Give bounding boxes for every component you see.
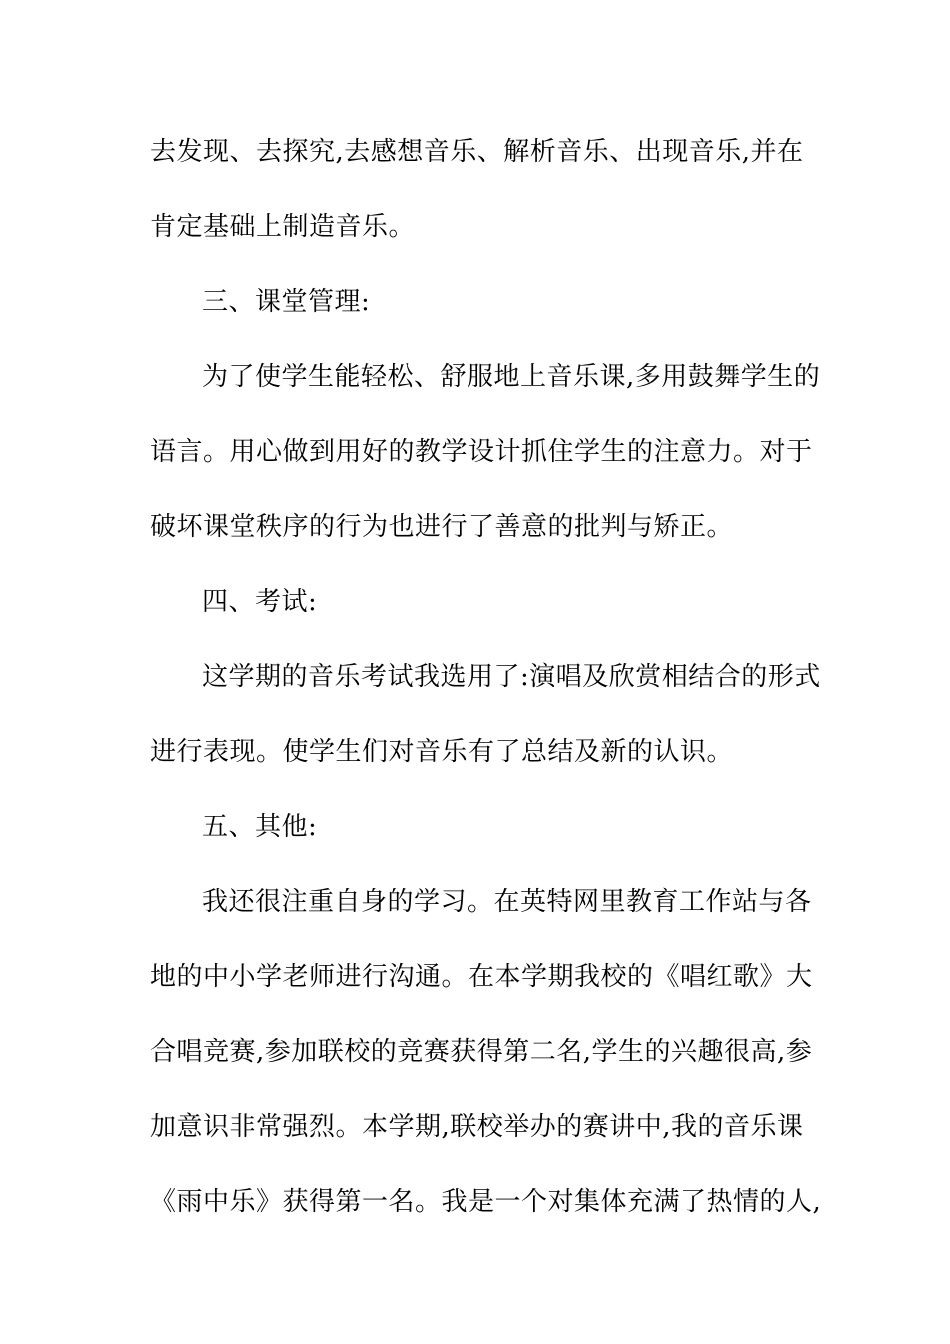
paragraph-first-line: 我还很注重自身的学习。在英特网里教育工作站与各 — [202, 887, 812, 917]
text-line: 《雨中乐》获得第一名。我是一个对集体充满了热情的人, — [150, 1187, 822, 1217]
text-line: 肯定基础上制造音乐。 — [150, 212, 416, 242]
text-line: 地的中小学老师进行沟通。在本学期我校的《唱红歌》大 — [150, 962, 813, 992]
text-line: 破坏课堂秩序的行为也进行了善意的批判与矫正。 — [150, 512, 734, 542]
section-heading: 四、考试: — [202, 587, 318, 617]
section-heading: 五、其他: — [202, 812, 318, 842]
text-line: 进行表现。使学生们对音乐有了总结及新的认识。 — [150, 737, 734, 767]
text-line: 合唱竞赛,参加联校的竞赛获得第二名,学生的兴趣很高,参 — [150, 1037, 813, 1067]
paragraph-first-line: 为了使学生能轻松、舒服地上音乐课,多用鼓舞学生的 — [202, 362, 821, 392]
section-heading: 三、课堂管理: — [202, 287, 371, 317]
text-line: 加意识非常强烈。本学期,联校举办的赛讲中,我的音乐课 — [150, 1112, 804, 1142]
text-line: 语言。用心做到用好的教学设计抓住学生的注意力。对于 — [150, 437, 813, 467]
text-line: 去发现、去探究,去感想音乐、解析音乐、出现音乐,并在 — [150, 137, 804, 167]
paragraph-first-line: 这学期的音乐考试我选用了:演唱及欣赏相结合的形式 — [202, 662, 821, 692]
